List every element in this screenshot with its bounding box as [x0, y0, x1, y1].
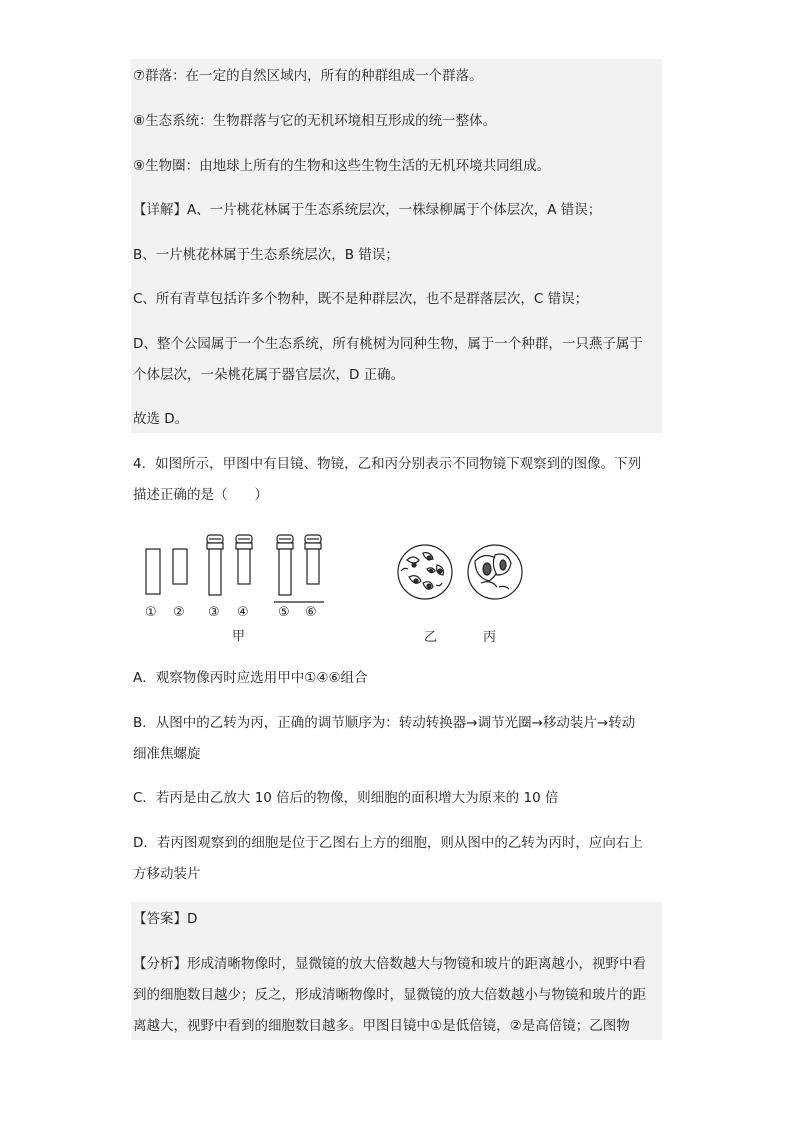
objective-5 — [277, 535, 293, 595]
eyepiece-1 — [146, 549, 160, 594]
lens-label-4: ④ — [237, 605, 249, 620]
option-a: A．观察物像丙时应选用甲中①④⑥组合 — [133, 670, 368, 686]
microscope-figure — [131, 525, 662, 650]
text-line: ⑦群落：在一定的自然区域内，所有的种群组成一个群落。 — [133, 68, 483, 84]
option-b: B．从图中的乙转为丙，正确的调节顺序为：转动转换器→调节光圈→移动装片→转动 — [133, 715, 636, 731]
text-line: D、整个公园属于一个生态系统，所有桃树为同种生物，属于一个种群，一只燕子属于 — [133, 336, 643, 352]
text-line: C、所有青草包括许多个物种，既不是种群层次，也不是群落层次，C 错误； — [133, 291, 589, 307]
option-b: 细准焦螺旋 — [133, 746, 201, 762]
microscope-figure-svg — [131, 525, 662, 650]
lens-label-1: ① — [145, 605, 157, 620]
eyepiece-2 — [173, 549, 187, 584]
question-stem: 描述正确的是（ ） — [133, 487, 268, 503]
text-line: ⑨生物圈：由地球上所有的生物和这些生物生活的无机环境共同组成。 — [133, 158, 551, 174]
figure-label-jia: 甲 — [232, 629, 246, 644]
text-line: ⑧生态系统：生物群落与它的无机环境相互形成的统一整体。 — [133, 113, 497, 129]
text-line: 故选 D。 — [133, 411, 189, 427]
objective-4 — [236, 535, 252, 584]
lens-label-2: ② — [173, 605, 185, 620]
analysis-line: 【分析】形成清晰物像时，显微镜的放大倍数越大与物镜和玻片的距离越小，视野中看 — [133, 956, 646, 972]
lens-label-3: ③ — [208, 605, 220, 620]
text-line: 【详解】A、一片桃花林属于生态系统层次，一株绿柳属于个体层次，A 错误； — [133, 202, 602, 218]
option-d: 方移动装片 — [133, 866, 201, 882]
analysis-line: 离越大，视野中看到的细胞数目越多。甲图目镜中①是低倍镜，②是高倍镜；乙图物 — [133, 1018, 630, 1034]
view-bing — [468, 545, 522, 599]
analysis-line: 到的细胞数目越少；反之，形成清晰物像时，显微镜的放大倍数越小与物镜和玻片的距 — [133, 987, 646, 1003]
view-yi — [398, 545, 452, 599]
objective-3 — [207, 535, 223, 595]
text-line: 个体层次，一朵桃花属于器官层次，D 正确。 — [133, 367, 405, 383]
answer-line: 【答案】D — [133, 911, 198, 927]
lens-label-5: ⑤ — [278, 605, 290, 620]
option-c: C．若丙是由乙放大 10 倍后的物像，则细胞的面积增大为原来的 10 倍 — [133, 790, 559, 806]
figure-label-yi: 乙 — [424, 630, 438, 645]
figure-label-bing: 丙 — [483, 630, 497, 645]
lens-label-6: ⑥ — [305, 605, 317, 620]
text-line: B、一片桃花林属于生态系统层次，B 错误； — [133, 247, 399, 263]
question-stem: 4．如图所示，甲图中有目镜、物镜，乙和丙分别表示不同物镜下观察到的图像。下列 — [133, 456, 642, 472]
objective-6 — [305, 535, 321, 584]
option-d: D．若丙图观察到的细胞是位于乙图右上方的细胞，则从图中的乙转为丙时，应向右上 — [133, 835, 643, 851]
